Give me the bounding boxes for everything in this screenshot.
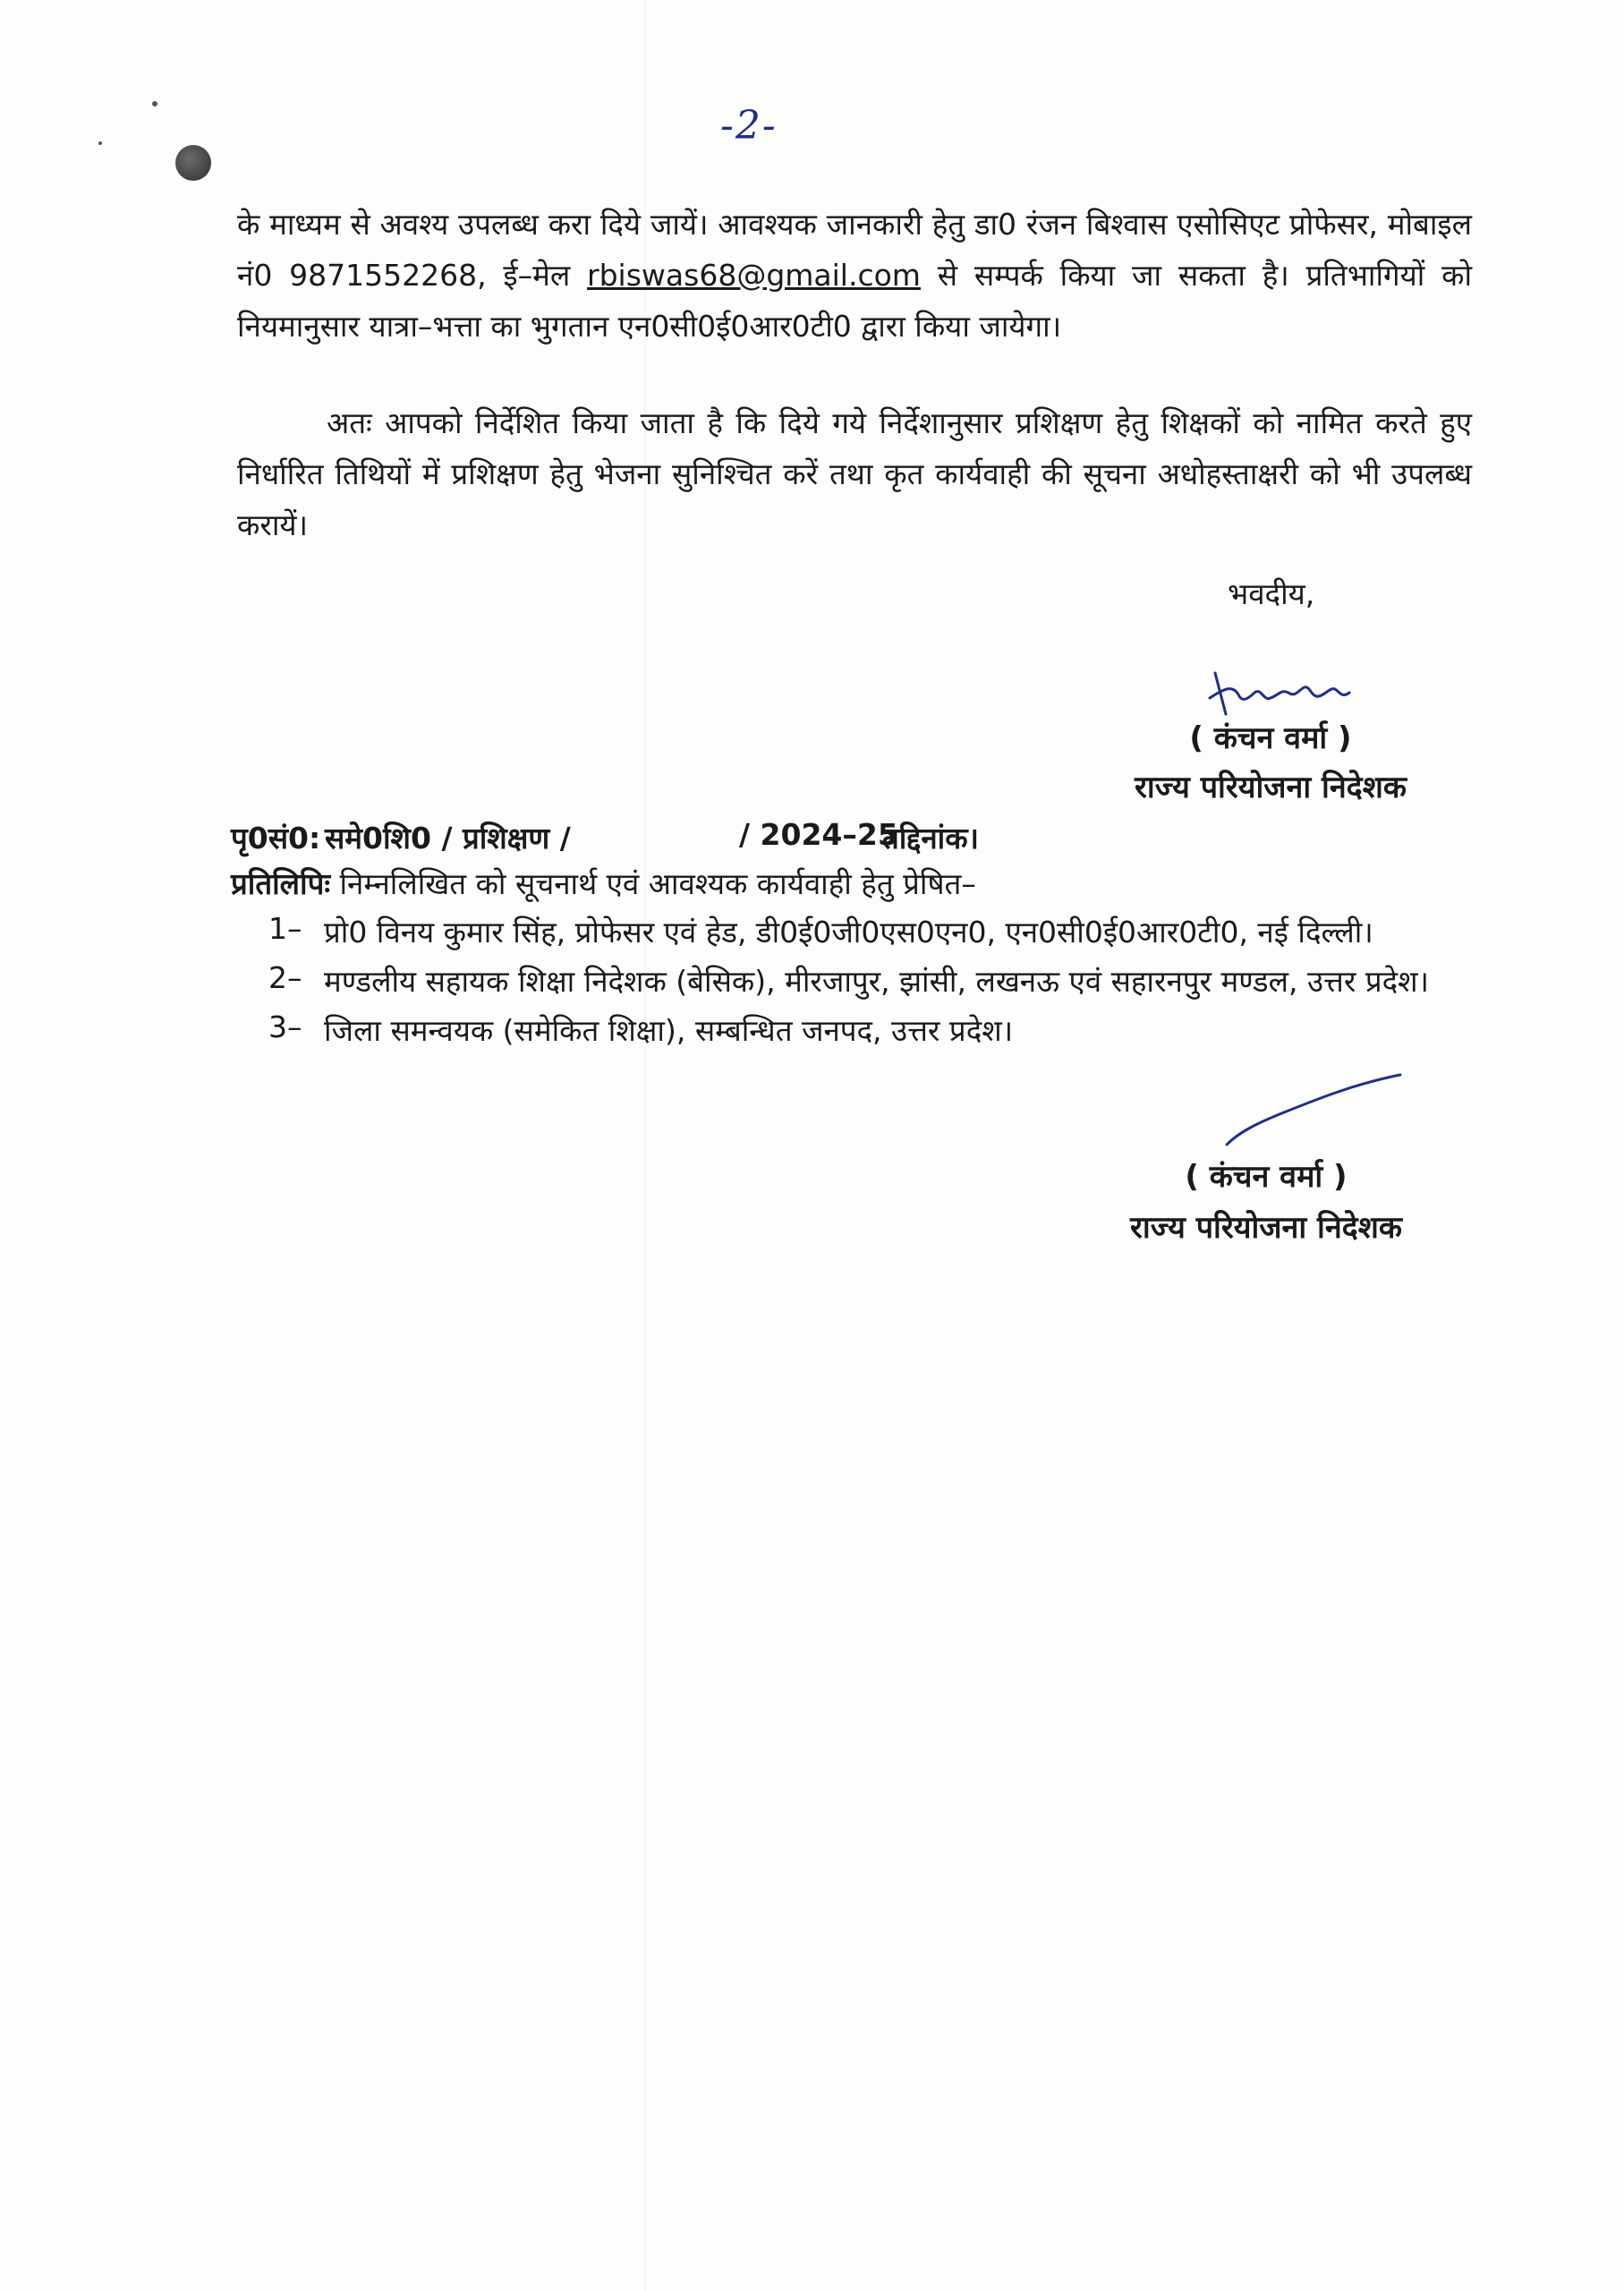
reference-line — [231, 817, 1036, 860]
list-item-number: 3– — [268, 1009, 302, 1044]
reference-year: / 2024–25 — [739, 817, 898, 852]
list-item-text: प्रो0 विनय कुमार सिंह, प्रोफेसर एवं हेड, डी0ई0जी0एस0एन0, एन0सी0ई0आर0टी0, नई दिल्ली। — [324, 915, 1373, 950]
copy-to-text: निम्नलिखित को सूचनार्थ एवं आवश्यक कार्यवाही हेतु प्रेषित– — [330, 866, 976, 901]
scan-speck — [98, 141, 102, 145]
paragraph-2: अतः आपको निर्देशित किया जाता है कि दिये गये निर्देशानुसार प्रशिक्षण हेतु शिक्षकों को नामित करते हुए निर्धारित तिथियों में प्रशिक्षण हेतु भेजना सुनिश्चित करें तथा कृत कार्यवाही की सूचना अधोहस्ताक्षरी को भी उपलब्ध करायें। — [237, 405, 1472, 542]
page-number: -2- — [720, 103, 778, 149]
list-item-text: मण्डलीय सहायक शिक्षा निदेशक (बेसिक), मीरजापुर, झांसी, लखनऊ एवं सहारनपुर मण्डल, उत्तर प्रदेश। — [324, 964, 1430, 999]
copy-to-line — [231, 863, 976, 903]
list-item — [268, 911, 1476, 960]
scan-speck — [152, 101, 157, 106]
signatory-name-2: ( कंचन वर्मा ) — [1185, 1159, 1348, 1195]
reference-date: तद्दिनांक। — [882, 821, 980, 856]
signatory-title-1: राज्य परियोजना निदेशक — [1135, 770, 1407, 805]
reference-code: समे0शि0 / प्रशिक्षण / — [325, 821, 571, 856]
paragraph-1-part-2: से सम्पर्क किया जा सकता है। प्रतिभागियों को नियमानुसार यात्रा–भत्ता का भुगतान एन0सी0ई0आर0टी0 द्वारा किया जायेगा। — [237, 258, 1472, 344]
list-item-text: जिला समन्वयक (समेकित शिक्षा), सम्बन्धित जनपद, उत्तर प्रदेश। — [324, 1013, 1014, 1048]
signatory-title-2: राज्य परियोजना निदेशक — [1130, 1210, 1402, 1246]
handwritten-signature-2 — [1221, 1069, 1405, 1150]
copy-to-label: प्रतिलिपिः — [231, 866, 331, 901]
punch-hole — [175, 145, 211, 181]
paragraph-1-part-1: के माध्यम से अवश्य उपलब्ध करा दिये जायें। आवश्यक जानकारी हेतु डा0 रंजन बिश्वास एसोसिएट प्रोफेसर, मोबाइल नं0 9871552268, ई–मेल — [237, 207, 1472, 293]
email-link[interactable]: rbiswas68@gmail.com — [587, 258, 921, 293]
list-item-number: 1– — [268, 911, 302, 946]
reference-label: पृ0सं0: — [231, 821, 321, 856]
list-item — [268, 960, 1476, 1009]
list-item-number: 2– — [268, 960, 302, 995]
paragraph-1 — [237, 199, 1472, 352]
closing-salutation: भवदीय, — [1228, 576, 1315, 611]
copy-to-list — [268, 911, 1476, 1059]
list-item — [268, 1009, 1476, 1059]
signatory-name-1: ( कंचन वर्मा ) — [1189, 720, 1352, 756]
